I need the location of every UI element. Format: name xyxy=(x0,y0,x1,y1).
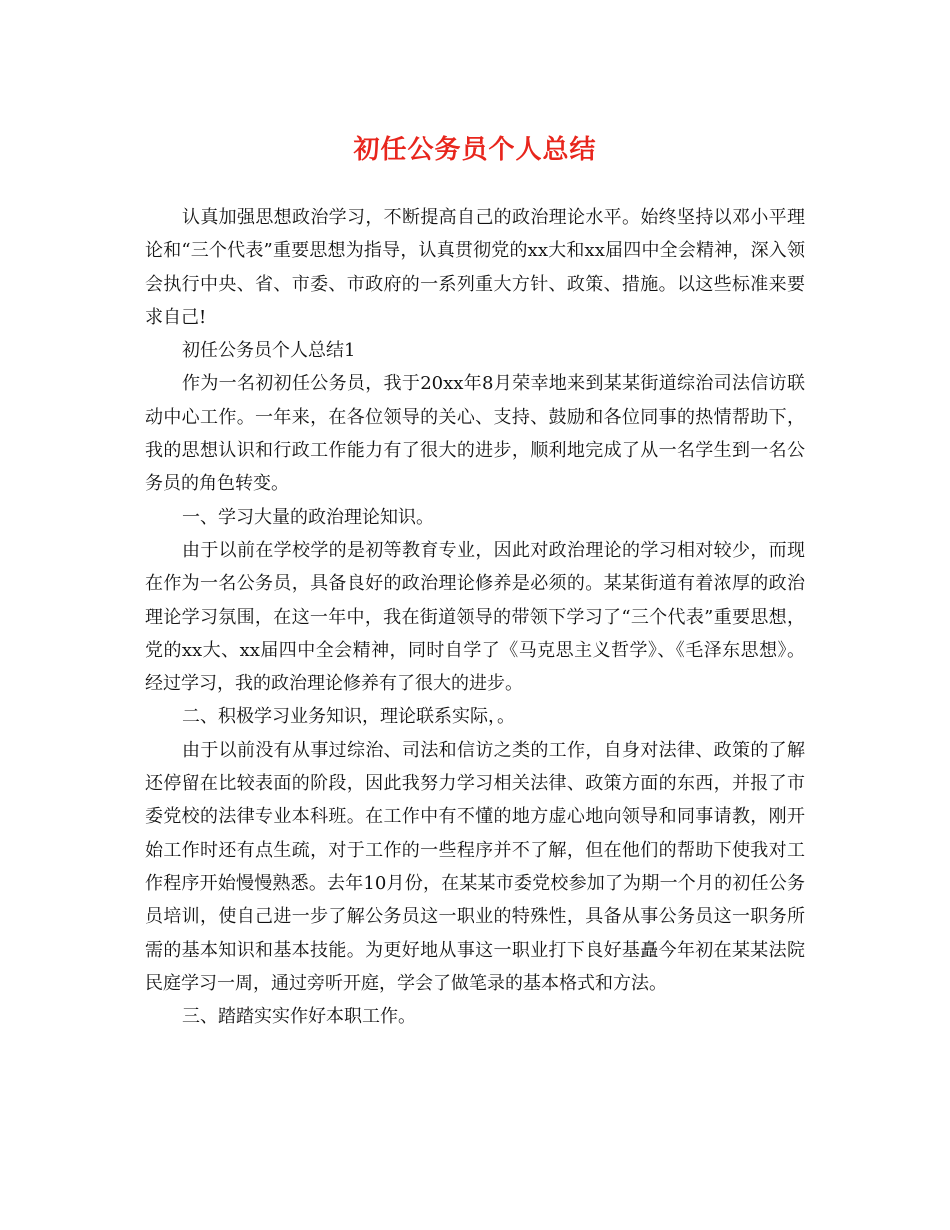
paragraph-background: 作为一名初初任公务员，我于20xx年8月荣幸地来到某某街道综治司法信访联动中心工作。一年来，在各位领导的关心、支持、鼓励和各位同事的热情帮助下，我的思想认识和行政工作能力有了很大的进步，顺利地完成了从一名学生到一名公务员的角色转变。 xyxy=(145,373,805,495)
section-heading-2: 二、积极学习业务知识，理论联系实际，。 xyxy=(182,706,515,728)
paragraph-intro: 认真加强思想政治学习，不断提高自己的政治理论水平。始终坚持以邓小平理论和“三个代表”重要思想为指导，认真贯彻党的xx大和xx届四中全会精神，深入领会执行中央、省、市委、市政府的一系列重大方针、政策、措施。以这些标准来要求自己! xyxy=(145,207,805,328)
section-heading-1: 一、学习大量的政治理论知识。 xyxy=(182,506,434,528)
section-heading-3: 三、踏踏实实作好本职工作。 xyxy=(182,1006,416,1028)
document-body xyxy=(145,201,805,1033)
paragraph-business-knowledge: 由于以前没有从事过综治、司法和信访之类的工作，自身对法律、政策的了解还停留在比较表面的阶段，因此我努力学习相关法律、政策方面的东西，并报了市委党校的法律专业本科班。在工作中有不懂的地方虚心地向领导和同事请教，刚开始工作时还有点生疏，对于工作的一些程序并不了解，但在他们的帮助下使我对工作程序开始慢慢熟悉。去年10月份，在某某市委党校参加了为期一个月的初任公务员培训，使自己进一步了解公务员这一职业的特殊性，具备从事公务员这一职务所需的基本知识和基本技能。为更好地从事这一职业打下良好基矗今年初在某某法院民庭学习一周，通过旁听开庭，学会了做笔录的基本格式和方法。 xyxy=(145,739,805,994)
document-title: 初任公务员个人总结 xyxy=(353,135,597,165)
section-heading-summary-1: 初任公务员个人总结1 xyxy=(182,340,356,362)
paragraph-political-study: 由于以前在学校学的是初等教育专业，因此对政治理论的学习相对较少，而现在作为一名公务员，具备良好的政治理论修养是必须的。某某街道有着浓厚的政治理论学习氛围，在这一年中，我在街道领导的带领下学习了“三个代表”重要思想，党的xx大、xx届四中全会精神，同时自学了《马克思主义哲学》、《毛泽东思想》。经过学习，我的政治理论修养有了很大的进步。 xyxy=(145,539,805,695)
